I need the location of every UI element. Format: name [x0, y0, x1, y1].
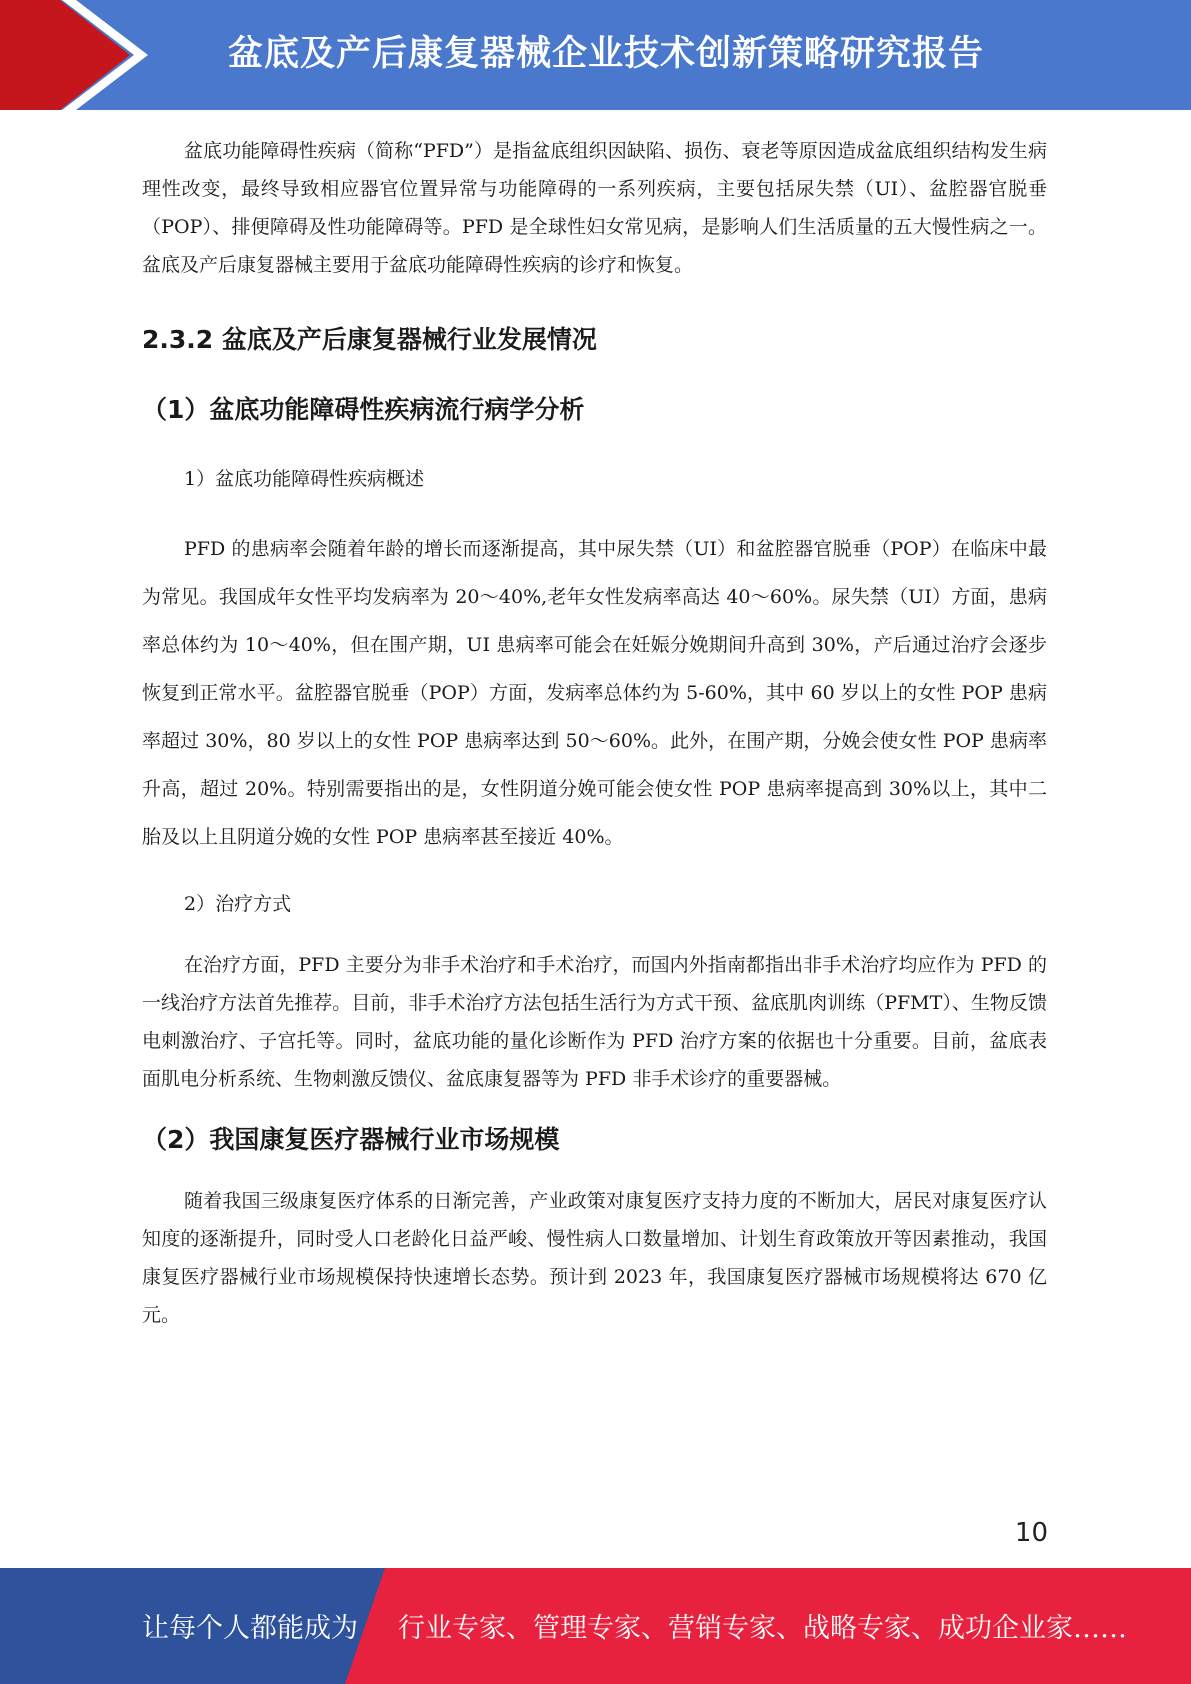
page-number: 10: [1014, 1518, 1048, 1548]
subsection2-heading: （2）我国康复医疗器械行业市场规模: [142, 1125, 560, 1154]
report-title: 盆底及产后康复器械企业技术创新策略研究报告: [228, 34, 985, 74]
page-footer: [0, 1568, 1191, 1684]
intro-paragraph: 盆底功能障碍性疾病（简称“PFD”）是指盆底组织因缺陷、损伤、衰老等原因造成盆底组织结构发生病理性改变，最终导致相应器官位置异常与功能障碍的一系列疾病，主要包括尿失禁（UI）、盆腔器官脱垂（POP）、排便障碍及性功能障碍等。PFD 是全球性妇女常见病，是影响人们生活质量的五大慢性病之一。盆底及产后康复器械主要用于盆底功能障碍性疾病的诊疗和恢复。: [142, 140, 1047, 276]
subsection1-heading: （1）盆底功能障碍性疾病流行病学分析: [142, 395, 585, 424]
page-header: [0, 0, 1191, 110]
market-paragraph: 随着我国三级康复医疗体系的日渐完善，产业政策对康复医疗支持力度的不断加大，居民对康复医疗认知度的逐渐提升，同时受人口老龄化日益严峻、慢性病人口数量增加、计划生育政策放开等因素推动，我国康复医疗器械行业市场规模保持快速增长态势。预计到 2023 年，我国康复医疗器械市场规模将达 670 亿元。: [142, 1190, 1047, 1326]
section-heading: 2.3.2 盆底及产后康复器械行业发展情况: [142, 325, 597, 354]
header-red-arrow: [0, 0, 130, 110]
item2-paragraph: 在治疗方面，PFD 主要分为非手术治疗和手术治疗，而国内外指南都指出非手术治疗均应作为 PFD 的一线治疗方法首先推荐。目前，非手术治疗方法包括生活行为方式干预、盆底肌肉训练（PFMT）、生物反馈电刺激治疗、子宫托等。同时，盆底功能的量化诊断作为 PFD 治疗方案的依据也十分重要。目前，盆底表面肌电分析系统、生物刺激反馈仪、盆底康复器等为 PFD 非手术诊疗的重要器械。: [142, 954, 1047, 1090]
footer-slogan-left: 让每个人都能成为: [142, 1613, 358, 1644]
footer-slogan-right: 行业专家、管理专家、营销专家、战略专家、成功企业家……: [398, 1613, 1127, 1644]
page-content: [142, 132, 1047, 1334]
item2-title: 2）治疗方式: [184, 893, 292, 915]
item1-title: 1）盆底功能障碍性疾病概述: [184, 468, 425, 490]
item1-paragraph: PFD 的患病率会随着年龄的增长而逐渐提高，其中尿失禁（UI）和盆腔器官脱垂（POP）在临床中最为常见。我国成年女性平均发病率为 20～40%,老年女性发病率高达 40～60%。尿失禁（UI）方面，患病率总体约为 10～40%，但在围产期，UI 患病率可能会在妊娠分娩期间升高到 30%，产后通过治疗会逐步恢复到正常水平。盆腔器官脱垂（POP）方面，发病率总体约为 5-60%，其中 60 岁以上的女性 POP 患病率超过 30%，80 岁以上的女性 POP 患病率达到 50～60%。此外，在围产期，分娩会使女性 POP 患病率升高，超过 20%。特别需要指出的是，女性阴道分娩可能会使女性 POP 患病率提高到 30%以上，其中二胎及以上且阴道分娩的女性 POP 患病率甚至接近 40%。: [142, 538, 1047, 848]
